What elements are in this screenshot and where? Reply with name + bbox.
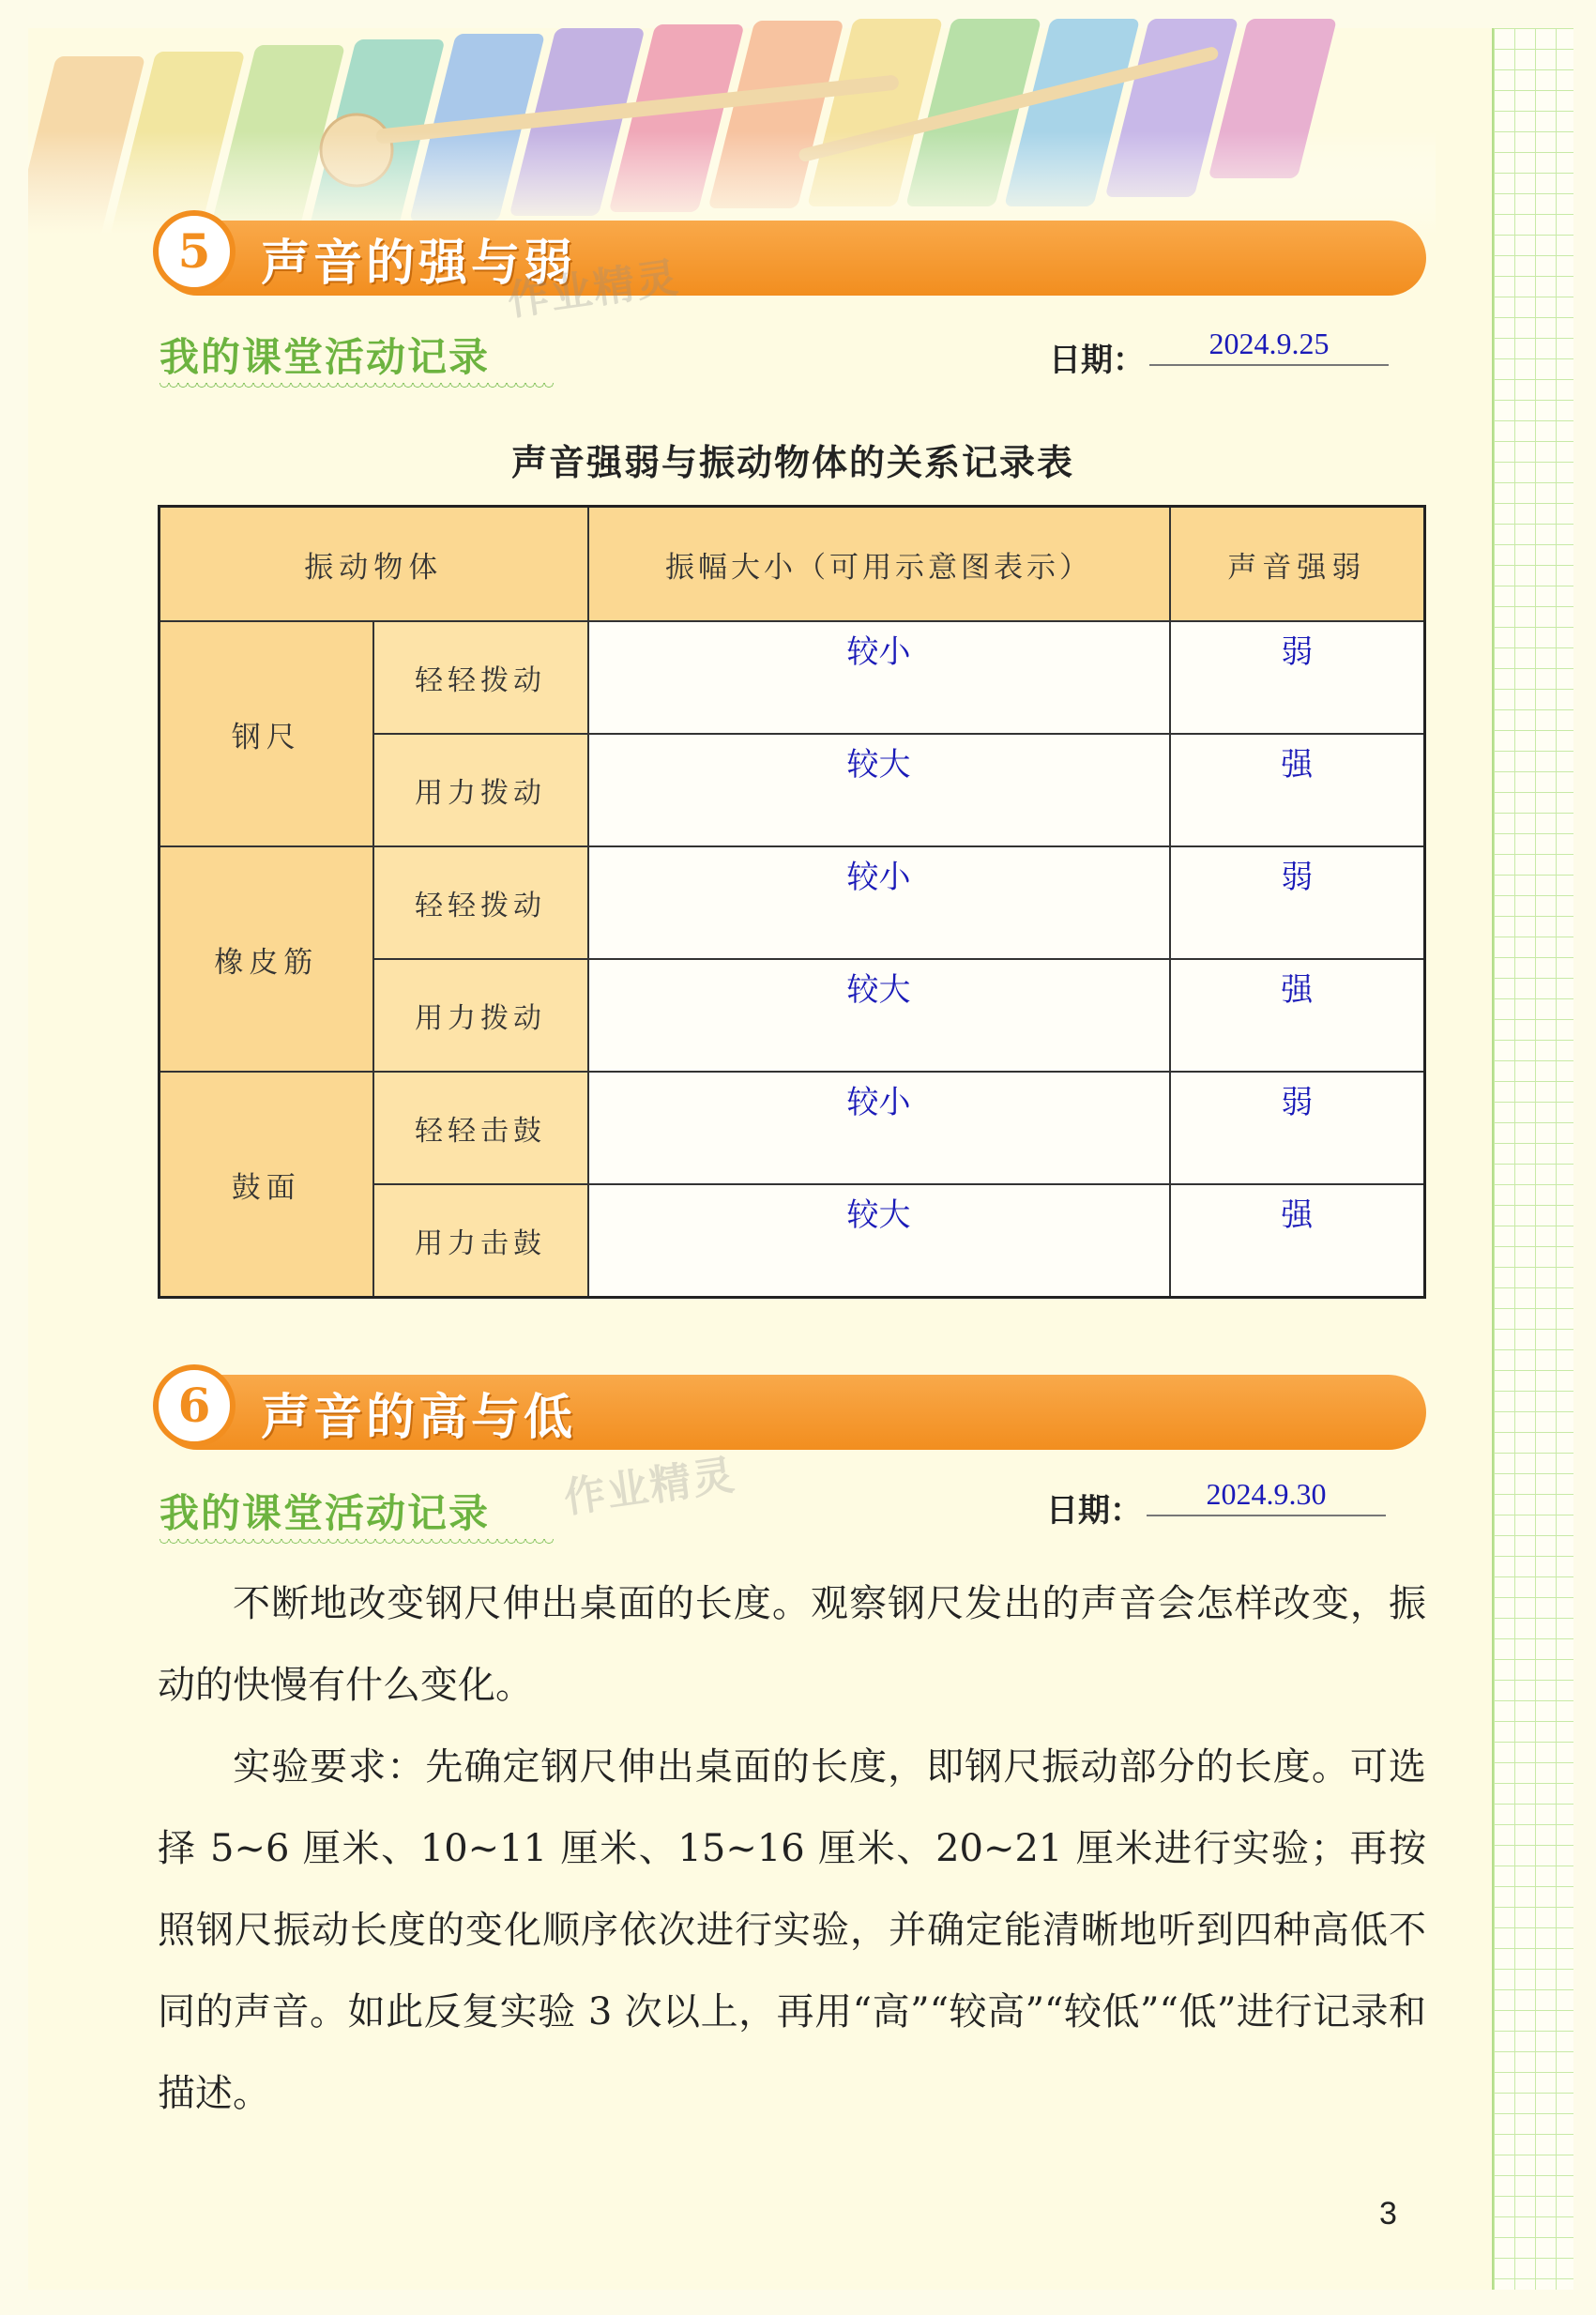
table-header-row [160,507,1425,622]
section5-heading-underline [160,383,554,390]
amplitude-answer-cell[interactable] [588,846,1170,959]
section5-number-badge: 5 [153,210,236,293]
action-cell: 用力拨动 [373,959,588,1072]
section6-number-badge: 6 [153,1364,236,1447]
amplitude-answer: 较小 [846,859,911,896]
header-loudness: 声音强弱 [1170,507,1425,622]
amplitude-answer: 较大 [846,1196,911,1234]
loudness-answer: 强 [1281,1196,1314,1234]
page-number: 3 [1379,2196,1397,2231]
amplitude-answer: 较小 [846,1084,911,1121]
amplitude-answer: 较小 [846,633,911,671]
loudness-answer-cell[interactable] [1170,734,1425,846]
table-row [160,846,1425,959]
section5-title: 声音的强与弱 [261,236,577,292]
xylophone-illustration [28,19,1436,235]
grid-paper-margin [1492,28,1573,2290]
loudness-answer: 弱 [1281,1084,1314,1121]
object-cell: 橡皮筋 [160,846,373,1072]
amplitude-answer: 较大 [846,746,911,784]
loudness-answer: 弱 [1281,859,1314,896]
watermark: 作业精灵 [560,1451,739,1523]
section6-heading-underline [160,1539,554,1546]
loudness-answer-cell[interactable] [1170,1072,1425,1184]
object-cell: 钢尺 [160,621,373,846]
amplitude-answer: 较大 [846,971,911,1009]
amplitude-answer-cell[interactable] [588,959,1170,1072]
action-cell: 轻轻拨动 [373,846,588,959]
loudness-answer: 弱 [1281,633,1314,671]
loudness-answer-cell[interactable] [1170,621,1425,734]
loudness-answer-cell[interactable] [1170,1184,1425,1298]
header-amplitude: 振幅大小（可用示意图表示） [588,507,1170,622]
loudness-answer-cell[interactable] [1170,959,1425,1072]
action-cell: 轻轻拨动 [373,621,588,734]
section5-date-field[interactable]: 2024.9.25 [1149,327,1389,366]
amplitude-answer-cell[interactable] [588,621,1170,734]
loudness-answer-cell[interactable] [1170,846,1425,959]
instruction-paragraph: 不断地改变钢尺伸出桌面的长度。观察钢尺发出的声音会怎样改变，振动的快慢有什么变化。 [158,1582,1426,1707]
section5-date-label: 日期： [1049,342,1145,379]
amplitude-answer-cell[interactable] [588,1184,1170,1298]
record-table-title: 声音强弱与振动物体的关系记录表 [510,442,1074,483]
loudness-answer: 强 [1281,971,1314,1009]
section6-title: 声音的高与低 [261,1390,577,1446]
watermark: 作业精灵 [504,253,683,326]
action-cell: 轻轻击鼓 [373,1072,588,1184]
section6-record-heading: 我的课堂活动记录 [160,1490,491,1536]
amplitude-answer-cell[interactable] [588,1072,1170,1184]
table-row [160,621,1425,734]
section5-record-heading: 我的课堂活动记录 [160,334,491,380]
table-row [160,1072,1425,1184]
amplitude-answer-cell[interactable] [588,734,1170,846]
section6-date-label: 日期： [1046,1492,1142,1530]
header-vibrating-object: 振动物体 [160,507,588,622]
experiment-requirements-paragraph: 实验要求：先确定钢尺伸出桌面的长度，即钢尺振动部分的长度。可选择 5~6 厘米、10~11 厘米、15~16 厘米、20~21 厘米进行实验；再按照钢尺振动长度的变化顺序依次进行实验，并确定能清晰地听到四种高低不同的声音。如此反复实验 3 次以上，再用“高”“较高”“较低”“低”进行记录和描述。 [158,1745,1426,2115]
loudness-answer: 强 [1281,746,1314,784]
section6-date-field[interactable]: 2024.9.30 [1147,1477,1386,1516]
section6-instructions [158,1563,1426,2135]
object-cell: 鼓面 [160,1072,373,1298]
loudness-record-table [158,505,1426,1299]
action-cell: 用力击鼓 [373,1184,588,1298]
action-cell: 用力拨动 [373,734,588,846]
